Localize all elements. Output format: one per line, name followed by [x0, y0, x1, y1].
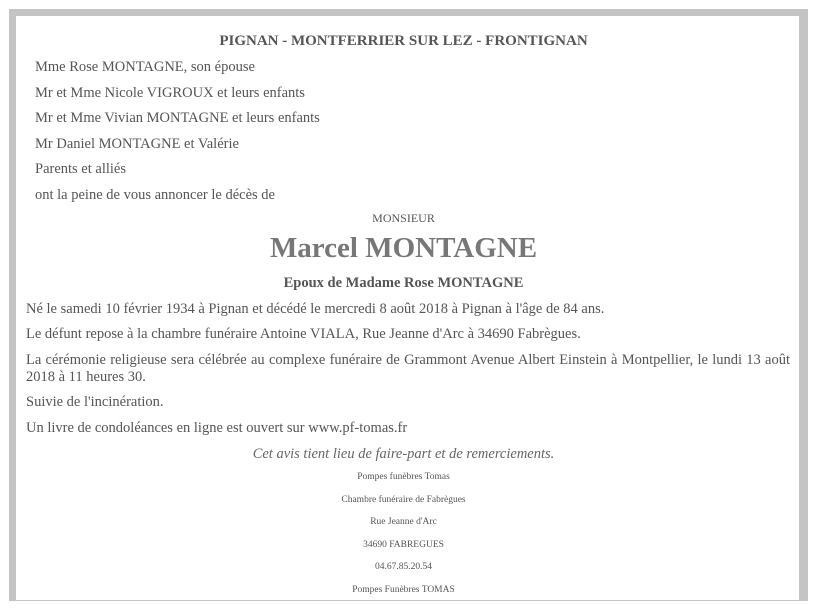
- family-line: Mr et Mme Nicole VIGROUX et leurs enfants: [35, 84, 305, 101]
- ceremony-paragraph: La cérémonie religieuse sera célébrée au complexe funéraire de Grammont Avenue Albert Einstein à Montpellier, le lundi 13 août 2018 à 11 heures 30.: [26, 352, 790, 385]
- family-line: Mme Rose MONTAGNE, son épouse: [35, 59, 255, 75]
- announcement-line: ont la peine de vous annoncer le décès de: [35, 186, 275, 203]
- honorific: MONSIEUR: [372, 211, 435, 225]
- contact-line: Chambre funéraire de Fabrègues: [341, 494, 466, 505]
- contact-line: Pompes Funèbres TOMAS: [352, 584, 455, 595]
- contact-line: 34690 FABREGUES: [363, 539, 444, 550]
- family-list: [35, 58, 320, 211]
- notice-frame: [9, 9, 808, 601]
- obituary-notice: [16, 16, 799, 600]
- rest-place-paragraph: Le défunt repose à la chambre funéraire Antoine VIALA, Rue Jeanne d'Arc à 34690 Fabrègues.: [26, 326, 581, 342]
- condolences-paragraph: Un livre de condoléances en ligne est ouvert sur www.pf-tomas.fr: [26, 420, 408, 436]
- family-line: Mr et Mme Vivian MONTAGNE et leurs enfants: [35, 110, 320, 126]
- cremation-paragraph: Suivie de l'incinération.: [26, 394, 164, 410]
- cities-header: PIGNAN - MONTFERRIER SUR LEZ - FRONTIGNAN: [219, 33, 588, 49]
- contact-line: 04.67.85.20.54: [375, 562, 432, 572]
- notice-statement: Cet avis tient lieu de faire-part et de remerciements.: [252, 446, 555, 462]
- contact-line: Pompes funèbres Tomas: [357, 472, 450, 482]
- funeral-home-contact: [16, 471, 791, 600]
- deceased-name: Marcel MONTAGNE: [269, 232, 538, 264]
- family-line: Parents et alliés: [35, 161, 127, 177]
- contact-line: Rue Jeanne d'Arc: [370, 517, 437, 527]
- family-line: Mr Daniel MONTAGNE et Valérie: [35, 135, 239, 152]
- spouse-line: Epoux de Madame Rose MONTAGNE: [283, 275, 524, 291]
- birth-death-paragraph: Né le samedi 10 février 1934 à Pignan et décédé le mercredi 8 août 2018 à Pignan à l'âge de 84 ans.: [26, 301, 605, 317]
